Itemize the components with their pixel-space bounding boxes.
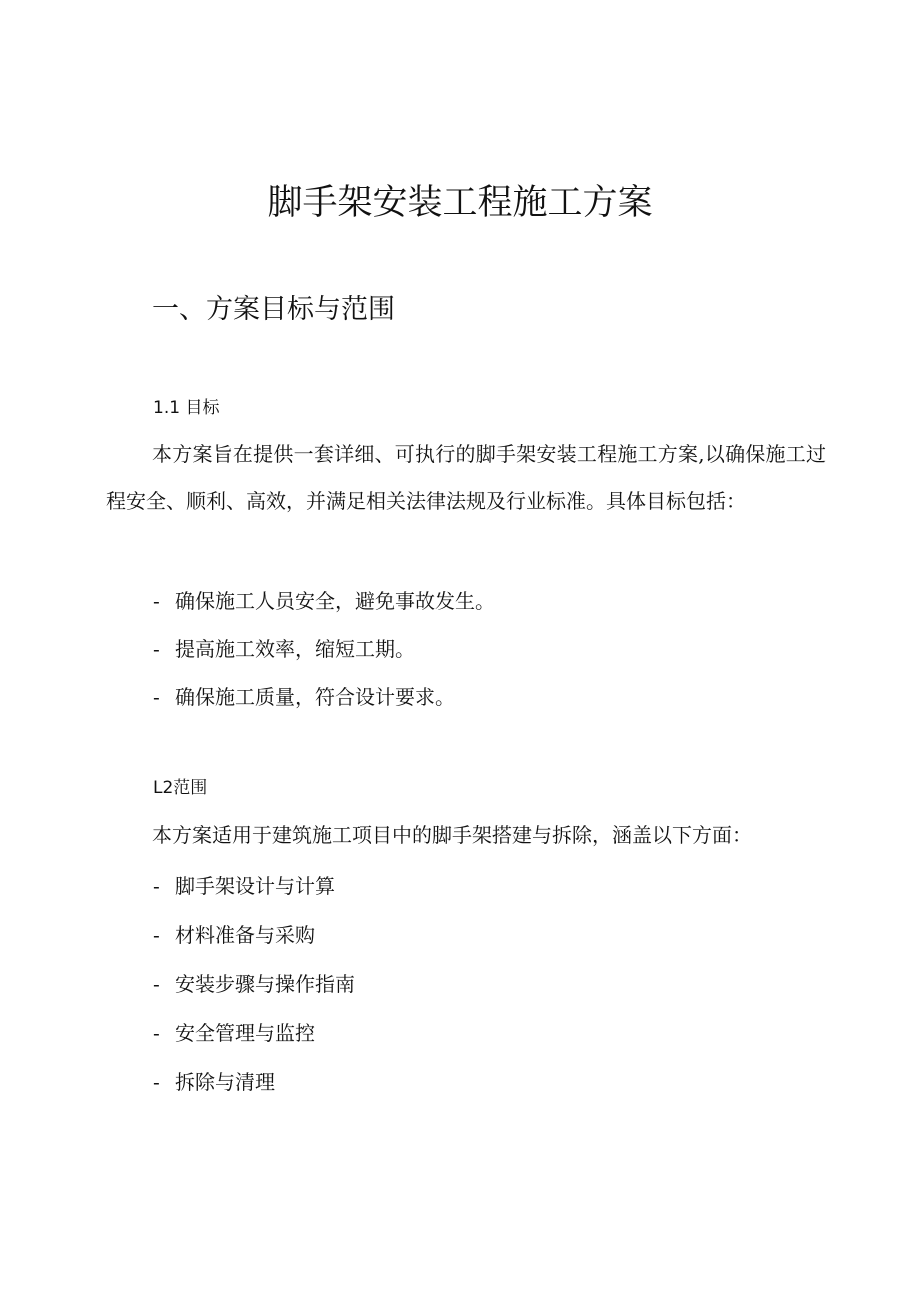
list-item — [153, 1009, 355, 1058]
bullet-dash: - — [153, 1070, 160, 1094]
list-item — [153, 673, 495, 721]
list-item — [153, 577, 495, 625]
bullet-dash: - — [153, 637, 160, 661]
list-item-text: 安全管理与监控 — [175, 1021, 315, 1045]
bullet-dash: - — [153, 923, 160, 947]
list-item — [153, 862, 355, 911]
bullet-dash: - — [153, 1021, 160, 1045]
list-item-text: 确保施工质量，符合设计要求。 — [175, 685, 455, 709]
scope-list — [153, 862, 355, 1107]
list-item — [153, 1058, 355, 1107]
bullet-dash: - — [153, 589, 160, 613]
list-item-text: 脚手架设计与计算 — [175, 874, 335, 898]
list-item — [153, 960, 355, 1009]
list-item — [153, 911, 355, 960]
list-item-text: 安装步骤与操作指南 — [175, 972, 355, 996]
goal-paragraph: 本方案旨在提供一套详细、可执行的脚手架安装工程施工方案,以确保施工过程安全、顺利、高效，并满足相关法律法规及行业标准。具体目标包括： — [106, 442, 826, 513]
bullet-dash: - — [153, 685, 160, 709]
section-heading: 一、方案目标与范围 — [152, 294, 395, 325]
bullet-dash: - — [153, 874, 160, 898]
scope-paragraph: 本方案适用于建筑施工项目中的脚手架搭建与拆除，涵盖以下方面： — [152, 823, 752, 847]
list-item-text: 材料准备与采购 — [175, 923, 315, 947]
goal-list — [153, 577, 495, 721]
list-item-text: 提高施工效率，缩短工期。 — [175, 637, 415, 661]
subsection-heading-scope: L2范围 — [153, 778, 208, 798]
document-title: 脚手架安装工程施工方案 — [267, 183, 653, 223]
list-item-text: 拆除与清理 — [175, 1070, 275, 1094]
list-item — [153, 625, 495, 673]
bullet-dash: - — [153, 972, 160, 996]
list-item-text: 确保施工人员安全，避免事故发生。 — [175, 589, 495, 613]
subsection-heading-goal: 1.1 目标 — [153, 398, 220, 418]
